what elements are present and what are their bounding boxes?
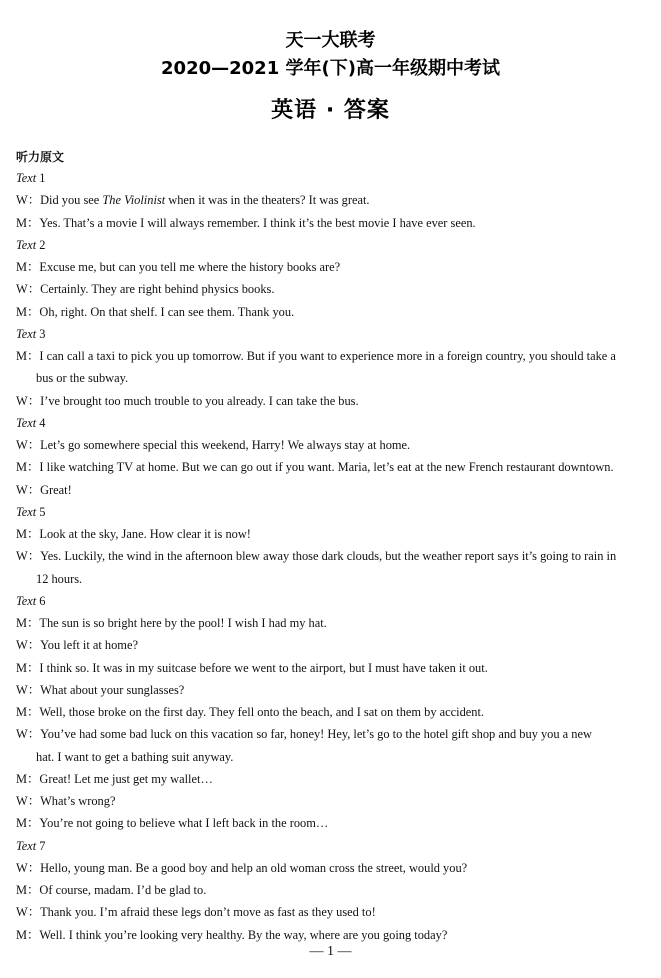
speaker-label: M：	[16, 215, 40, 230]
dialogue-line	[16, 345, 650, 367]
dialogue-text: Did you see	[40, 193, 103, 208]
text-heading	[16, 167, 650, 189]
dialogue-line	[16, 545, 650, 567]
dialogue-line	[16, 479, 650, 501]
dialogue-text: Certainly. They are right behind physics books.	[40, 282, 275, 297]
dialogue-text: You left it at home?	[40, 638, 138, 653]
dialogue-line	[16, 523, 650, 545]
text-heading-number: 4	[36, 415, 46, 430]
speaker-label: M：	[16, 883, 40, 897]
text-heading-number: 5	[36, 504, 46, 519]
dialogue-line	[16, 879, 650, 901]
text-heading	[16, 835, 650, 857]
speaker-label: W：	[16, 794, 41, 808]
dialogue-text: Thank you. I’m afraid these legs don’t move as fast as they used to!	[40, 905, 376, 920]
text-heading	[16, 234, 650, 256]
page-number: — 1 —	[309, 944, 352, 959]
dialogue-line	[16, 657, 650, 679]
speaker-label: W：	[16, 282, 41, 297]
dialogue-text: hat. I want to get a bathing suit anyway.	[36, 749, 234, 764]
subject-title: 英语 · 答案	[271, 98, 390, 123]
speaker-label: W：	[16, 860, 41, 875]
text-heading	[16, 412, 650, 434]
dialogue-text: I like watching TV at home. But we can go out if you want. Maria, let’s eat at the new French restaurant downtown.	[39, 460, 614, 475]
dialogue-text: Excuse me, but can you tell me where the history books are?	[39, 260, 341, 274]
text-heading-number: 3	[36, 326, 46, 341]
dialogue-line	[16, 612, 650, 634]
dialogue-text: Well, those broke on the first day. They fell onto the beach, and I sat on them by accident.	[39, 705, 485, 719]
section-title: 听力原文	[16, 150, 65, 164]
speaker-label: W：	[16, 905, 41, 920]
text-heading	[16, 590, 650, 612]
transcript-body	[16, 167, 650, 946]
speaker-label: M：	[16, 260, 40, 274]
dialogue-text: Great!	[40, 482, 72, 497]
dialogue-line	[16, 723, 650, 745]
dialogue-line	[16, 212, 650, 234]
dialogue-text: when it was in the theaters? It was great.	[165, 193, 370, 208]
dialogue-line	[16, 434, 650, 456]
dialogue-line	[16, 924, 650, 946]
text-heading-number: 1	[36, 171, 46, 185]
exam-title: 2020—2021 学年(下)高一年级期中考试	[161, 58, 500, 79]
text-heading-word: Text	[16, 593, 37, 608]
text-heading-word: Text	[16, 504, 37, 519]
text-heading-word: Text	[16, 326, 37, 341]
dialogue-continuation	[16, 746, 650, 768]
speaker-label: M：	[16, 460, 40, 475]
dialogue-line	[16, 901, 650, 923]
text-heading-number: 2	[36, 237, 46, 252]
dialogue-line	[16, 790, 650, 812]
dialogue-text: Of course, madam. I’d be glad to.	[39, 883, 207, 897]
dialogue-line	[16, 456, 650, 478]
dialogue-text: What’s wrong?	[40, 794, 116, 808]
movie-title: The Violinist	[102, 193, 166, 208]
dialogue-text: Well. I think you’re looking very healthy. By the way, where are you going today?	[39, 927, 448, 942]
dialogue-text: bus or the subway.	[36, 371, 129, 386]
speaker-label: M：	[16, 349, 40, 363]
speaker-label: M：	[16, 705, 40, 719]
speaker-label: M：	[16, 660, 40, 675]
dialogue-continuation	[16, 568, 650, 590]
dialogue-line	[16, 768, 650, 790]
dialogue-text: Oh, right. On that shelf. I can see them. Thank you.	[39, 304, 295, 319]
text-heading	[16, 323, 650, 345]
speaker-label: M：	[16, 816, 40, 831]
dialogue-text: Yes. Luckily, the wind in the afternoon blew away those dark clouds, but the weather report says it’s going to rain in	[40, 549, 617, 564]
text-heading	[16, 501, 650, 523]
text-heading-word: Text	[16, 171, 37, 185]
text-heading-word: Text	[16, 237, 37, 252]
text-heading-word: Text	[16, 415, 37, 430]
dialogue-text: Let’s go somewhere special this weekend, Harry! We always stay at home.	[40, 438, 411, 452]
dialogue-line	[16, 679, 650, 701]
dialogue-line	[16, 701, 650, 723]
dialogue-text: Yes. That’s a movie I will always remember. I think it’s the best movie I have ever seen.	[39, 215, 476, 230]
speaker-label: W：	[16, 682, 41, 697]
dialogue-text: You’re not going to believe what I left back in the room…	[39, 816, 329, 831]
text-heading-word: Text	[16, 838, 37, 853]
speaker-label: M：	[16, 927, 40, 942]
text-heading-number: 6	[36, 593, 46, 608]
dialogue-line	[16, 857, 650, 879]
dialogue-text: The sun is so bright here by the pool! I wish I had my hat.	[39, 616, 327, 630]
dialogue-line	[16, 278, 650, 300]
speaker-label: W：	[16, 438, 41, 452]
speaker-label: M：	[16, 771, 40, 786]
text-heading-number: 7	[36, 838, 46, 853]
speaker-label: M：	[16, 527, 40, 541]
dialogue-line	[16, 390, 650, 412]
dialogue-line	[16, 189, 650, 211]
dialogue-line	[16, 301, 650, 323]
speaker-label: M：	[16, 616, 40, 630]
dialogue-text: Great! Let me just get my wallet…	[39, 771, 213, 786]
dialogue-text: Look at the sky, Jane. How clear it is now!	[39, 527, 251, 541]
speaker-label: W：	[16, 727, 41, 742]
dialogue-text: What about your sunglasses?	[40, 682, 185, 697]
speaker-label: W：	[16, 393, 41, 408]
speaker-label: W：	[16, 193, 41, 208]
speaker-label: W：	[16, 482, 41, 497]
dialogue-text: 12 hours.	[36, 571, 83, 586]
dialogue-continuation	[16, 367, 650, 389]
dialogue-text: I think so. It was in my suitcase before we went to the airport, but I must have taken it out.	[39, 660, 488, 675]
speaker-label: W：	[16, 638, 41, 653]
dialogue-text: You’ve had some bad luck on this vacation so far, honey! Hey, let’s go to the hotel gift shop and buy you a new	[40, 727, 592, 742]
dialogue-text: I can call a taxi to pick you up tomorrow. But if you want to experience more in a foreign country, you should take a	[39, 349, 616, 363]
organization-title: 天一大联考	[285, 30, 376, 51]
dialogue-text: I’ve brought too much trouble to you already. I can take the bus.	[40, 393, 359, 408]
dialogue-text: Hello, young man. Be a good boy and help an old woman cross the street, would you?	[40, 860, 468, 875]
speaker-label: M：	[16, 304, 40, 319]
dialogue-line	[16, 812, 650, 834]
dialogue-line	[16, 634, 650, 656]
dialogue-line	[16, 256, 650, 278]
speaker-label: W：	[16, 549, 41, 564]
